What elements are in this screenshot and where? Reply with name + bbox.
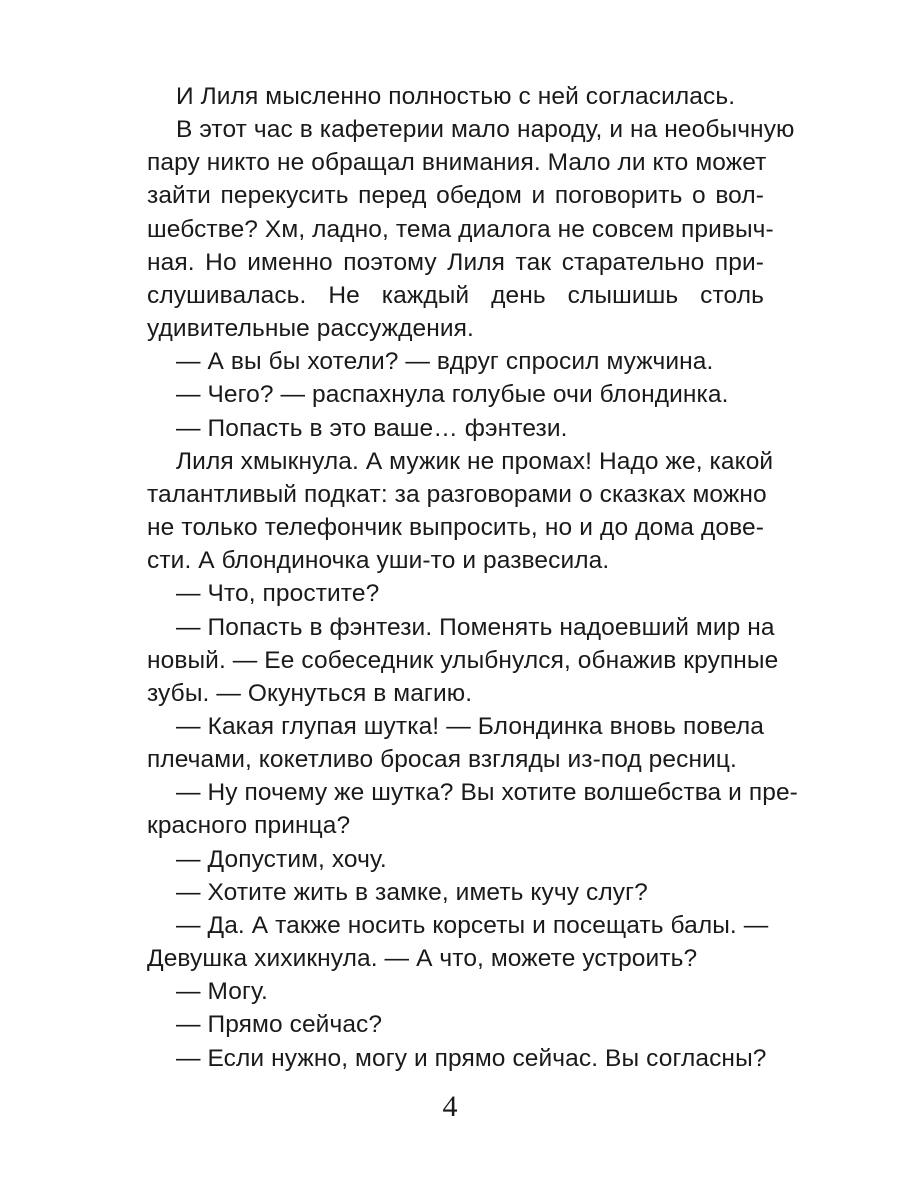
text-line: — Ну почему же шутка? Вы хотите волшебства и пре- bbox=[176, 779, 798, 807]
text-line: слушивалась. Не каждый день слышишь столь bbox=[147, 281, 764, 309]
paragraph bbox=[118, 776, 798, 842]
text-line: — Хотите жить в замке, иметь кучу слуг? bbox=[176, 878, 648, 906]
paragraph bbox=[118, 909, 769, 975]
text-line: — Что, простите? bbox=[176, 580, 380, 608]
text-line: — Чего? — распахнула голубые очи блондинка. bbox=[176, 381, 729, 409]
text-line: — Попасть в фэнтези. Поменять надоевший мир на bbox=[176, 613, 775, 641]
text-line: ная. Но именно поэтому Лиля так старательно при- bbox=[147, 248, 764, 276]
paragraph bbox=[118, 876, 764, 909]
body-text bbox=[118, 80, 798, 1075]
paragraph bbox=[118, 1042, 767, 1075]
text-line: сти. А блондиночка уши-то и развесила. bbox=[147, 547, 610, 575]
text-line: И Лиля мысленно полностью с ней согласилась. bbox=[176, 83, 736, 110]
text-line: — Какая глупая шутка! — Блондинка вновь повела bbox=[176, 712, 764, 740]
paragraph bbox=[118, 975, 764, 1008]
paragraph bbox=[118, 445, 774, 578]
text-line: зубы. — Окунуться в магию. bbox=[147, 679, 473, 707]
text-line: — Попасть в это ваше… фэнтези. bbox=[176, 414, 568, 442]
text-line: — Да. А также носить корсеты и посещать балы. — bbox=[176, 911, 769, 939]
text-line: зайти перекусить перед обедом и поговорить о вол- bbox=[147, 182, 764, 210]
paragraph bbox=[118, 345, 764, 378]
paragraph bbox=[118, 710, 764, 776]
paragraph bbox=[118, 80, 764, 113]
text-line: — Могу. bbox=[176, 978, 268, 1006]
text-line: пару никто не обращал внимания. Мало ли кто может bbox=[147, 149, 767, 177]
text-line: удивительные рассуждения. bbox=[147, 315, 474, 343]
text-line: — А вы бы хотели? — вдруг спросил мужчина. bbox=[176, 348, 714, 376]
paragraph bbox=[118, 412, 764, 445]
text-line: талантливый подкат: за разговорами о сказках можно bbox=[147, 480, 767, 508]
text-line: — Прямо сейчас? bbox=[176, 1011, 383, 1039]
text-line: Лиля хмыкнула. А мужик не промах! Надо же, какой bbox=[176, 447, 774, 475]
text-line: новый. — Ее собеседник улыбнулся, обнажив крупные bbox=[147, 646, 779, 674]
text-line: — Если нужно, могу и прямо сейчас. Вы согласны? bbox=[176, 1044, 767, 1072]
paragraph bbox=[118, 113, 795, 345]
text-line: плечами, кокетливо бросая взгляды из-под ресниц. bbox=[147, 746, 737, 774]
paragraph bbox=[118, 1008, 764, 1041]
paragraph bbox=[118, 577, 764, 610]
text-line: красного принца? bbox=[147, 812, 351, 840]
paragraph bbox=[118, 843, 764, 876]
paragraph bbox=[118, 611, 779, 710]
paragraph bbox=[118, 378, 764, 411]
text-line: В этот час в кафетерии мало народу, и на необычную bbox=[176, 116, 795, 144]
text-line: не только телефончик выпросить, но и до дома дове- bbox=[147, 514, 764, 542]
text-line: Девушка хихикнула. — А что, можете устроить? bbox=[147, 945, 698, 973]
page-number: 4 bbox=[442, 1090, 458, 1123]
text-line: шебстве? Хм, ладно, тема диалога не совсем привыч- bbox=[147, 215, 774, 243]
text-line: — Допустим, хочу. bbox=[176, 845, 387, 873]
